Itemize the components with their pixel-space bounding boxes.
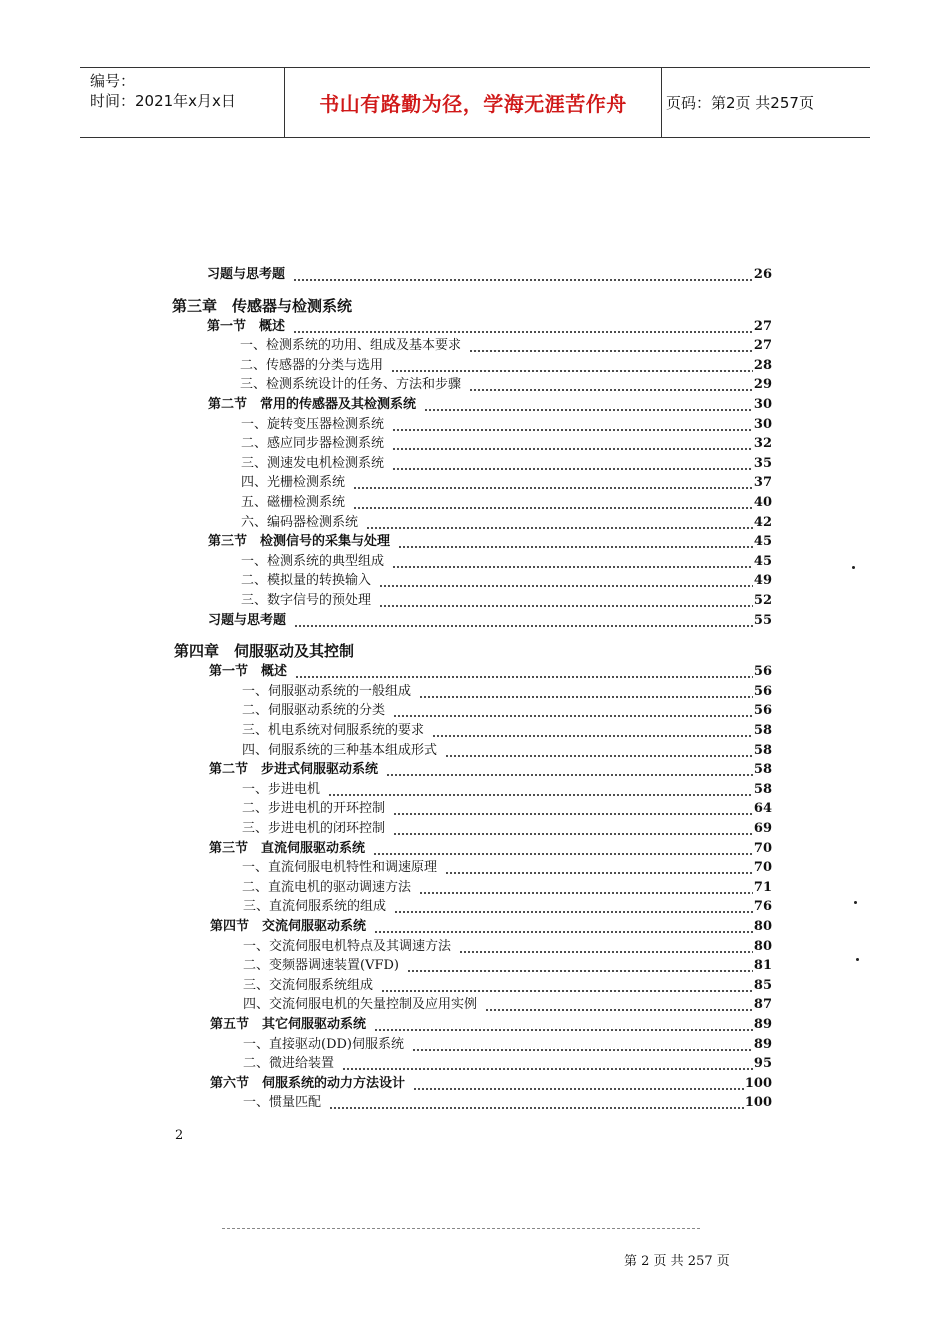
toc-item <box>242 800 772 818</box>
toc-page-number: 69 <box>753 821 772 836</box>
toc-leader-dots <box>391 357 753 375</box>
toc-title: 一、旋转变压器检测系统 <box>241 416 385 432</box>
toc-title: 三、步进电机的闭环控制 <box>242 821 386 836</box>
toc-chapter <box>174 641 772 661</box>
toc-page-number: 32 <box>753 436 772 452</box>
toc-leader-dots <box>379 572 753 590</box>
toc-title: 一、伺服驱动系统的一般组成 <box>242 683 412 699</box>
toc-page-number: 58 <box>753 742 772 758</box>
toc-leader-dots <box>424 396 753 414</box>
toc-page-number: 55 <box>753 612 772 628</box>
toc-title: 一、检测系统的功用、组成及基本要求 <box>240 338 462 354</box>
toc-item <box>241 553 772 571</box>
toc-page-number: 70 <box>753 860 772 876</box>
toc-leader-dots <box>393 820 753 838</box>
toc-title: 一、交流伺服电机特点及其调速方法 <box>243 938 452 954</box>
toc-section <box>208 533 772 551</box>
toc-title: 三、交流伺服系统组成 <box>243 977 374 993</box>
toc-title: 三、直流伺服系统的组成 <box>243 899 387 915</box>
toc-item <box>243 996 772 1014</box>
toc-section <box>208 612 772 630</box>
toc-leader-dots <box>393 800 753 818</box>
toc-title: 一、惯量匹配 <box>243 1095 322 1111</box>
toc-item <box>243 898 772 916</box>
toc-page-number: 42 <box>753 514 772 530</box>
toc-leader-dots <box>485 996 753 1014</box>
toc-title: 第五节 其它伺服驱动系统 <box>210 1017 367 1032</box>
toc-title: 第四节 交流伺服驱动系统 <box>210 919 367 934</box>
toc-page-number: 64 <box>753 801 772 817</box>
toc-page-number: 30 <box>753 416 772 432</box>
scan-speck <box>854 901 857 904</box>
toc-item <box>240 337 772 355</box>
toc-title: 二、传感器的分类与选用 <box>240 357 384 373</box>
toc-leader-dots <box>379 592 753 610</box>
toc-title: 第三章 传感器与检测系统 <box>172 296 353 315</box>
toc-page-number: 81 <box>753 958 772 974</box>
toc-item <box>243 1094 772 1112</box>
toc-leader-dots <box>392 455 753 473</box>
toc-page-number: 29 <box>753 377 772 393</box>
toc-page-number: 52 <box>753 593 772 608</box>
toc-page-number: 85 <box>753 977 772 993</box>
toc-title: 五、磁栅检测系统 <box>241 495 346 510</box>
toc-title: 二、模拟量的转换输入 <box>241 573 372 589</box>
toc-title: 一、直流伺服电机特性和调速原理 <box>242 860 438 876</box>
toc-page-number: 56 <box>753 683 772 699</box>
toc-item <box>241 416 772 434</box>
toc-title: 习题与思考题 <box>208 612 287 628</box>
toc-title: 第三节 直流伺服驱动系统 <box>209 840 366 856</box>
toc-item <box>241 435 772 453</box>
toc-section <box>209 663 772 681</box>
toc-page-number: 45 <box>753 534 772 550</box>
toc-title: 三、机电系统对伺服系统的要求 <box>242 723 425 738</box>
toc-leader-dots <box>398 533 753 551</box>
toc-title: 三、测速发电机检测系统 <box>241 455 385 471</box>
toc-leader-dots <box>293 318 753 336</box>
toc-leader-dots <box>419 879 753 897</box>
toc-item <box>241 572 772 590</box>
toc-title: 二、微进给装置 <box>243 1056 335 1072</box>
toc-title: 第三节 检测信号的采集与处理 <box>208 534 391 550</box>
toc-leader-dots <box>342 1055 753 1073</box>
toc-item <box>242 683 772 701</box>
toc-page-number: 89 <box>753 1017 772 1032</box>
toc-page-number: 71 <box>753 879 772 895</box>
toc-title: 四、光栅检测系统 <box>241 475 346 491</box>
toc-title: 二、变频器调速装置(VFD) <box>243 958 399 974</box>
toc-page-number: 87 <box>753 997 772 1013</box>
scan-speck <box>856 958 859 961</box>
toc-page-number: 35 <box>753 455 772 471</box>
toc-page-number: 80 <box>753 938 772 954</box>
toc-title: 二、步进电机的开环控制 <box>242 801 386 817</box>
header-page-label: 页码：第2页 共257页 <box>666 94 814 112</box>
toc-leader-dots <box>419 683 753 701</box>
toc-leader-dots <box>412 1036 753 1054</box>
toc-page-number: 30 <box>753 397 772 412</box>
toc-leader-dots <box>413 1075 744 1093</box>
toc-page-number: 56 <box>753 664 772 680</box>
toc-page-number: 100 <box>744 1075 772 1091</box>
toc-page-number: 37 <box>753 475 772 491</box>
toc-item <box>242 820 772 838</box>
toc-page-number: 26 <box>753 267 772 282</box>
toc-leader-dots <box>374 1016 753 1034</box>
toc-leader-dots <box>407 957 753 975</box>
toc-title: 一、检测系统的典型组成 <box>241 553 385 569</box>
toc-title: 四、伺服系统的三种基本组成形式 <box>242 742 438 758</box>
toc-page-number: 40 <box>753 495 772 510</box>
toc-page-number: 95 <box>753 1056 772 1072</box>
toc-item <box>241 474 772 492</box>
toc-item <box>242 722 772 740</box>
toc-title: 一、步进电机 <box>242 781 321 797</box>
toc-leader-dots <box>328 781 753 799</box>
toc-item <box>243 977 772 995</box>
toc-title: 二、直流电机的驱动调速方法 <box>242 879 412 895</box>
toc-title: 三、数字信号的预处理 <box>241 593 372 608</box>
toc-leader-dots <box>392 435 753 453</box>
toc-leader-dots <box>294 612 753 630</box>
toc-section <box>210 1016 772 1034</box>
toc-item <box>243 938 772 956</box>
toc-leader-dots <box>445 742 753 760</box>
toc-page-number: 76 <box>753 899 772 915</box>
toc-leader-dots <box>366 514 753 532</box>
toc-page-number: 45 <box>753 553 772 569</box>
toc-title: 第二节 步进式伺服驱动系统 <box>209 762 379 778</box>
toc-section <box>207 318 772 336</box>
toc-item <box>243 1036 772 1054</box>
toc-leader-dots <box>293 266 753 284</box>
header-slogan: 书山有路勤为径，学海无涯苦作舟 <box>285 68 662 137</box>
toc-leader-dots <box>469 337 753 355</box>
footer-page-info: 第 2 页 共 257 页 <box>624 1254 730 1269</box>
toc-item <box>241 592 772 610</box>
toc-page-number: 100 <box>744 1095 772 1111</box>
toc-leader-dots <box>392 553 753 571</box>
page-number: 2 <box>175 1128 184 1143</box>
toc-title: 四、交流伺服电机的矢量控制及应用实例 <box>243 997 478 1013</box>
toc-page-number: 49 <box>753 573 772 589</box>
toc-page-number: 80 <box>753 919 772 934</box>
toc-page-number: 70 <box>753 840 772 856</box>
footer-divider <box>222 1228 700 1231</box>
toc-page-number: 58 <box>753 762 772 778</box>
toc-title: 二、感应同步器检测系统 <box>241 436 385 452</box>
toc-leader-dots <box>373 840 753 858</box>
toc-leader-dots <box>381 977 753 995</box>
toc-leader-dots <box>459 938 753 956</box>
toc-item <box>241 494 772 512</box>
toc-title: 二、伺服驱动系统的分类 <box>242 703 386 719</box>
toc-title: 一、直接驱动(DD)伺服系统 <box>243 1036 404 1052</box>
toc-title: 第一节 概述 <box>209 664 288 680</box>
toc-leader-dots <box>432 722 753 740</box>
toc-title: 第二节 常用的传感器及其检测系统 <box>208 397 417 412</box>
toc-item <box>240 376 772 394</box>
toc-item <box>243 957 772 975</box>
toc-leader-dots <box>295 663 753 681</box>
toc-section <box>207 266 772 284</box>
toc-item <box>243 1055 772 1073</box>
toc-item <box>241 455 772 473</box>
toc-leader-dots <box>374 918 753 936</box>
toc-title: 六、编码器检测系统 <box>241 514 359 530</box>
toc-leader-dots <box>353 474 753 492</box>
toc-page-number: 58 <box>753 781 772 797</box>
toc-item <box>242 879 772 897</box>
toc-leader-dots <box>329 1094 744 1112</box>
toc-title: 习题与思考题 <box>207 267 286 282</box>
toc-leader-dots <box>353 494 753 512</box>
toc-section <box>210 1075 772 1093</box>
toc-item <box>242 742 772 760</box>
scan-speck <box>852 566 855 569</box>
toc-title: 三、检测系统设计的任务、方法和步骤 <box>240 377 462 393</box>
toc-section <box>210 918 772 936</box>
toc-page-number: 28 <box>753 357 772 373</box>
toc-chapter <box>172 296 772 316</box>
toc-leader-dots <box>393 702 753 720</box>
toc-item <box>241 514 772 532</box>
toc-item <box>240 357 772 375</box>
toc-leader-dots <box>445 859 753 877</box>
toc-leader-dots <box>386 761 753 779</box>
toc-item <box>242 702 772 720</box>
toc-section <box>208 396 772 414</box>
toc-section <box>209 761 772 779</box>
toc-section <box>209 840 772 858</box>
toc-leader-dots <box>469 376 753 394</box>
toc-item <box>242 859 772 877</box>
time-label: 时间：2021年x月x日 <box>90 92 236 110</box>
toc-leader-dots <box>394 898 753 916</box>
toc-title: 第一节 概述 <box>207 318 286 334</box>
toc-page-number: 27 <box>753 318 772 334</box>
toc-leader-dots <box>392 416 753 434</box>
toc-page-number: 58 <box>753 723 772 738</box>
toc-title: 第四章 伺服驱动及其控制 <box>174 642 355 661</box>
number-label: 编号： <box>90 72 136 90</box>
toc-page-number: 89 <box>753 1036 772 1052</box>
toc-page-number: 27 <box>753 338 772 354</box>
toc-page-number: 56 <box>753 703 772 719</box>
toc-item <box>242 781 772 799</box>
toc-title: 第六节 伺服系统的动力方法设计 <box>210 1075 406 1091</box>
